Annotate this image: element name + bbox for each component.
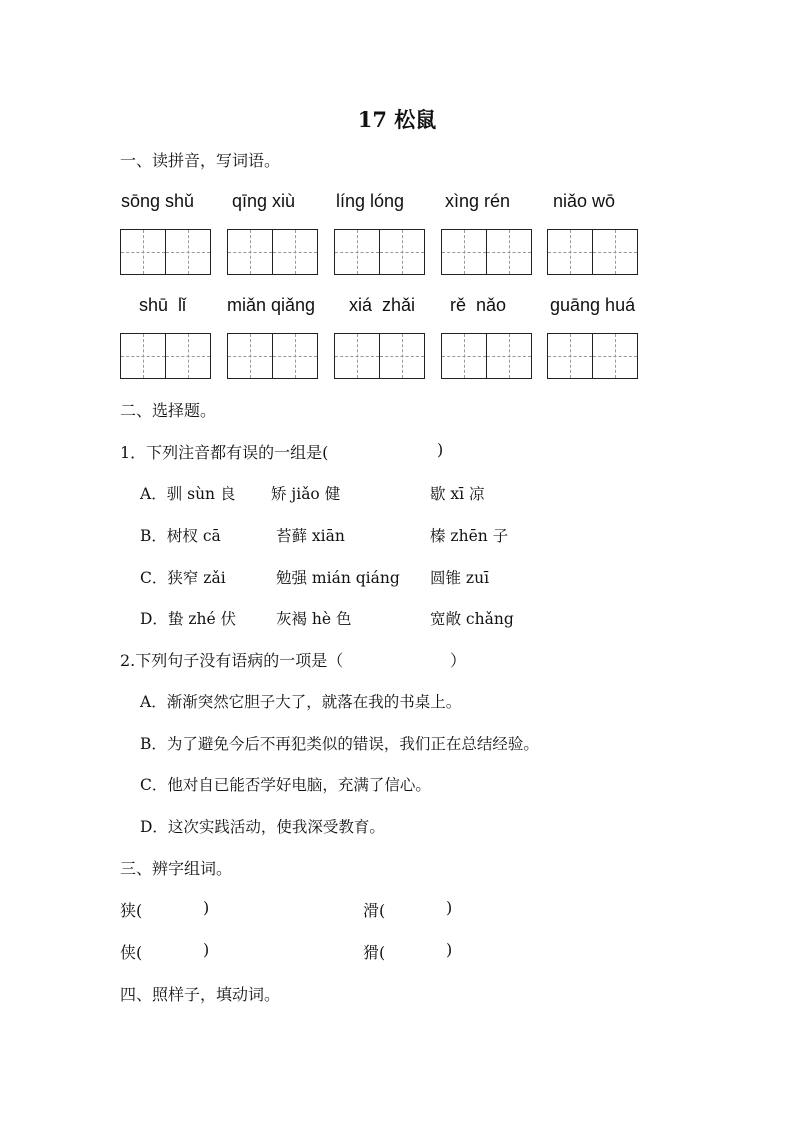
section4-heading: 四、照样子，填动词。 [120, 985, 281, 1004]
pinyin-2-3: xiá zhǎi [349, 295, 416, 315]
word-group-char-4: 猾( [363, 943, 386, 962]
q2-answer-close: ） [450, 651, 467, 670]
q1-option-a-1: A．驯 sùn 良 [140, 485, 236, 503]
q1-option-b-3: 榛 zhēn 子 [430, 527, 509, 545]
q1-option-a-3: 歇 xī 凉 [430, 485, 485, 503]
q2-option-c: C．他对自已能否学好电脑，充满了信心。 [140, 776, 431, 794]
q1-option-a-2: 矫 jiǎo 健 [271, 485, 341, 503]
word-group-close-4: ) [446, 940, 453, 959]
q1-option-c-1: C．狭窄 zǎi [140, 569, 226, 587]
pinyin-2-1: shū lǐ [139, 295, 187, 315]
q1-option-d-1: D．蛰 zhé 伏 [140, 610, 237, 628]
pinyin-2-4: rě nǎo [450, 295, 507, 315]
writing-grid[interactable] [227, 229, 319, 275]
writing-grid[interactable] [334, 229, 426, 275]
pinyin-1-3: líng lóng [336, 191, 405, 211]
word-group-char-1: 狭( [120, 901, 143, 920]
q1-option-b-1: B．树杈 cā [140, 527, 221, 545]
writing-grid[interactable] [547, 333, 639, 379]
word-group-close-3: ) [203, 940, 210, 959]
q1-option-d-3: 宽敞 chǎng [430, 610, 514, 628]
pinyin-1-4: xìng rén [445, 191, 511, 211]
q2-option-b: B．为了避免今后不再犯类似的错误，我们正在总结经验。 [140, 735, 539, 753]
q2-option-d: D．这次实践活动，使我深受教育。 [140, 818, 385, 836]
word-group-char-2: 滑( [363, 901, 386, 920]
q2-option-a: A．渐渐突然它胆子大了，就落在我的书桌上。 [140, 693, 462, 711]
section2-heading: 二、选择题。 [120, 401, 217, 420]
page-title: 17 松鼠 [357, 107, 437, 132]
q2-stem: 2.下列句子没有语病的一项是（ [120, 651, 344, 670]
section3-heading: 三、辨字组词。 [120, 859, 233, 878]
word-group-close-2: ) [446, 898, 453, 917]
writing-grid[interactable] [120, 333, 212, 379]
pinyin-1-1: sōng shǔ [121, 191, 195, 211]
pinyin-1-5: niǎo wō [553, 191, 616, 211]
word-group-close-1: ) [203, 898, 210, 917]
writing-grid[interactable] [547, 229, 639, 275]
writing-grid[interactable] [441, 229, 533, 275]
q1-option-c-2: 勉强 mián qiáng [276, 569, 400, 587]
pinyin-2-5: guāng huá [550, 295, 636, 315]
q1-answer-close: ) [437, 440, 444, 459]
q1-stem: 1．下列注音都有误的一组是( [120, 443, 329, 462]
writing-grid[interactable] [441, 333, 533, 379]
pinyin-2-2: miǎn qiǎng [227, 295, 316, 315]
pinyin-1-2: qīng xiù [232, 191, 296, 211]
q1-option-d-2: 灰褐 hè 色 [276, 610, 352, 628]
q1-option-b-2: 苔藓 xiān [276, 527, 345, 545]
word-group-char-3: 侠( [120, 943, 143, 962]
writing-grid[interactable] [334, 333, 426, 379]
writing-grid[interactable] [227, 333, 319, 379]
section1-heading: 一、读拼音，写词语。 [120, 151, 281, 170]
q1-option-c-3: 圆锥 zuī [430, 569, 490, 587]
writing-grid[interactable] [120, 229, 212, 275]
